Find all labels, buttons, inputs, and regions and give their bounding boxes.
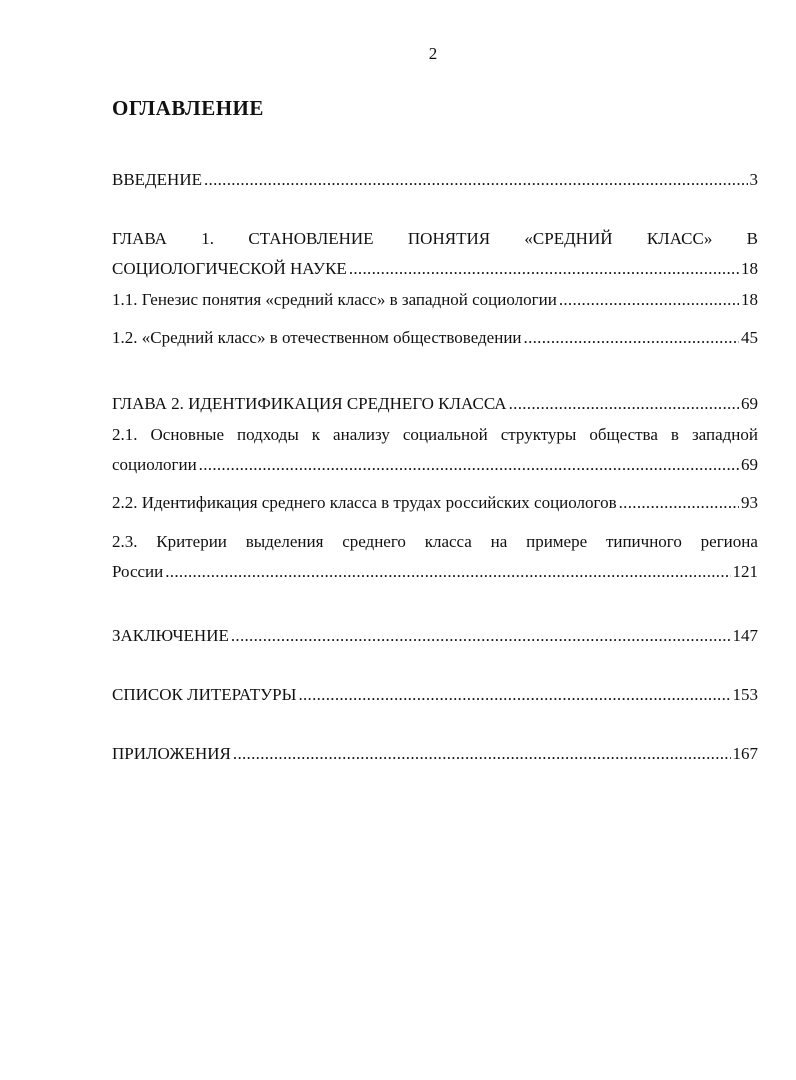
dot-leader — [509, 392, 739, 416]
toc-section-2-3-line1[interactable] — [112, 530, 758, 554]
toc-entry-label: ПРИЛОЖЕНИЯ — [112, 744, 231, 763]
heading-word: СТАНОВЛЕНИЕ — [248, 229, 374, 248]
toc-section-2-3-line2[interactable] — [112, 560, 758, 584]
toc-section-2-2[interactable] — [112, 491, 758, 515]
heading-word: региона — [700, 532, 758, 551]
toc-section-1-2[interactable] — [112, 326, 758, 350]
dot-leader — [204, 168, 748, 192]
toc-entry-page: 18 — [741, 259, 758, 278]
heading-word: общества — [589, 425, 658, 444]
dot-leader — [298, 683, 730, 707]
toc-chapter2-heading[interactable] — [112, 392, 758, 416]
toc-section-2-1-line1[interactable] — [112, 423, 758, 447]
toc-entry-label: ЗАКЛЮЧЕНИЕ — [112, 626, 229, 645]
heading-word: 2.1. — [112, 425, 138, 444]
toc-entry-page: 167 — [732, 744, 758, 763]
dot-leader — [231, 624, 731, 648]
heading-word: среднего — [342, 532, 406, 551]
toc-entry-appendices[interactable] — [112, 742, 758, 766]
toc-entry-page: 121 — [732, 562, 758, 581]
dot-leader — [619, 491, 739, 515]
dot-leader — [349, 257, 739, 281]
toc-chapter1-heading-line2[interactable] — [112, 257, 758, 281]
heading-word: анализу — [333, 425, 390, 444]
toc-entry-page: 93 — [741, 493, 758, 512]
toc-entry-label: социологии — [112, 455, 197, 474]
toc-entry-label: 2.2. Идентификация среднего класса в трудах российских социологов — [112, 493, 617, 512]
toc-entry-label: СПИСОК ЛИТЕРАТУРЫ — [112, 685, 297, 704]
heading-word: западной — [691, 425, 758, 444]
toc-entry-label: России — [112, 562, 164, 581]
heading-word: ПОНЯТИЯ — [407, 229, 491, 248]
toc-entry-label: СОЦИОЛОГИЧЕСКОЙ НАУКЕ — [112, 259, 347, 278]
heading-word: Основные — [150, 425, 225, 444]
heading-word: КЛАСС» — [646, 229, 713, 248]
heading-word: 2.3. — [112, 532, 138, 551]
heading-word: выделения — [245, 532, 324, 551]
toc-entry-page: 18 — [741, 290, 758, 309]
heading-word: «СРЕДНИЙ — [524, 229, 613, 248]
toc-entry-bibliography[interactable] — [112, 683, 758, 707]
toc-entry-label: 1.2. «Средний класс» в отечественном обществоведении — [112, 328, 522, 347]
toc-entry-label: 1.1. Генезис понятия «средний класс» в западной социологии — [112, 290, 557, 309]
heading-word: 1. — [201, 229, 214, 248]
heading-word: типичного — [605, 532, 682, 551]
toc-entry-label: ВВЕДЕНИЕ — [112, 170, 202, 189]
toc-entry-page: 69 — [741, 455, 758, 474]
toc-section-1-1[interactable] — [112, 288, 758, 312]
heading-word: примере — [526, 532, 588, 551]
heading-word: ГЛАВА — [112, 229, 167, 248]
toc-entry-page: 147 — [732, 626, 758, 645]
heading-word: подходы — [237, 425, 299, 444]
page-number: 2 — [428, 44, 438, 63]
heading-word: Критерии — [156, 532, 227, 551]
heading-word: класса — [424, 532, 472, 551]
heading-word: В — [746, 229, 758, 248]
heading-word: к — [311, 425, 321, 444]
toc-entry-conclusion[interactable] — [112, 624, 758, 648]
toc-title: ОГЛАВЛЕНИЕ — [112, 96, 264, 120]
toc-entry-page: 69 — [741, 394, 758, 413]
toc-entry-page: 45 — [741, 328, 758, 347]
toc-entry-page: 153 — [732, 685, 758, 704]
dot-leader — [233, 742, 731, 766]
heading-word: на — [490, 532, 508, 551]
toc-section-2-1-line2[interactable] — [112, 453, 758, 477]
toc-entry-page: 3 — [749, 170, 758, 189]
dot-leader — [559, 288, 739, 312]
dot-leader — [524, 326, 739, 350]
toc-chapter1-heading-line1[interactable] — [112, 227, 758, 251]
dot-leader — [199, 453, 739, 477]
heading-word: структуры — [500, 425, 577, 444]
toc-entry-introduction[interactable] — [112, 168, 758, 192]
heading-word: в — [670, 425, 679, 444]
dot-leader — [165, 560, 730, 584]
heading-word: социальной — [402, 425, 488, 444]
toc-entry-label: ГЛАВА 2. ИДЕНТИФИКАЦИЯ СРЕДНЕГО КЛАССА — [112, 394, 507, 413]
